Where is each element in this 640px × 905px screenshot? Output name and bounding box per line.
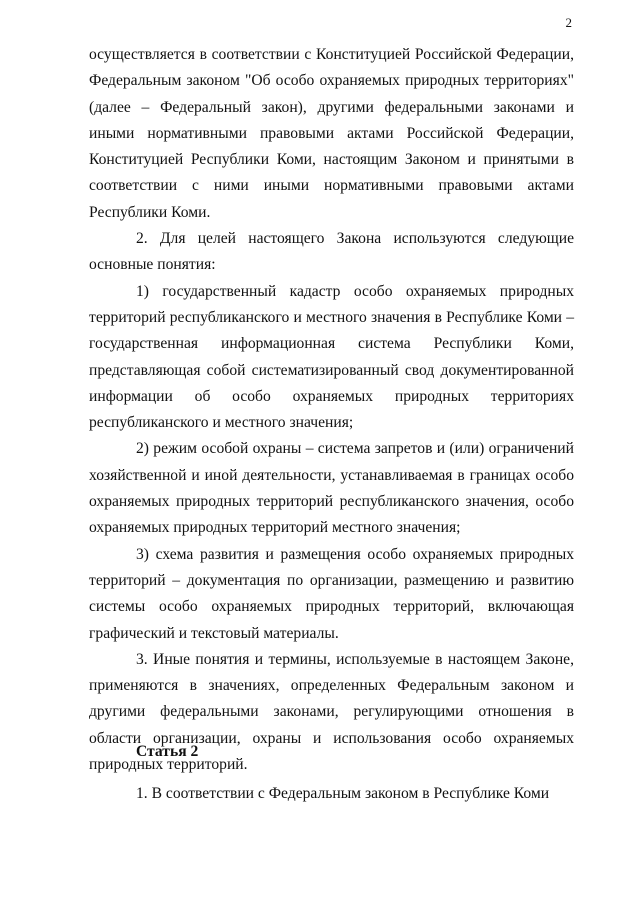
page-number: 2 [565, 15, 572, 30]
article-heading: Статья 2 [136, 743, 199, 760]
article-first-line: 1. В соответствии с Федеральным законом в Республике Коми [136, 785, 550, 802]
paragraph-definition-2: 2) режим особой охраны – система запретов и (или) ограничений хозяйственной и иной деятельности, устанавливаемая в границах особо охраняемых природных территорий республиканского значения, особо охраняемых природных территорий местного значения; [89, 440, 574, 537]
paragraph-definition-3: 3) схема развития и размещения особо охраняемых природных территорий – документация по организации, размещению и развитию системы особо охраняемых природных территорий, включающая графический и текстовый материалы. [89, 545, 574, 642]
paragraph-other-terms: 3. Иные понятия и термины, используемые в настоящем Законе, применяются в значениях, определенных Федеральным законом и другими федеральными законами, регулирующими отношения в области организации, охраны и использования особо охраняемых природных территорий. [89, 650, 574, 774]
document-body [89, 42, 574, 778]
paragraph-continuation: осуществляется в соответствии с Конституцией Российской Федерации, Федеральным законом "Об особо охраняемых природных территориях" (далее – Федеральный закон), другими федеральными законами и иными нормативными правовыми актами Российской Федерации, Конституцией Республики Коми, настоящим Законом и принятыми в соответствии с ними иными нормативными правовыми актами Республики Коми. [89, 46, 574, 221]
paragraph-definitions-intro: 2. Для целей настоящего Закона используются следующие основные понятия: [89, 230, 574, 274]
article-body [89, 781, 574, 807]
paragraph-definition-1: 1) государственный кадастр особо охраняемых природных территорий республиканского и местного значения в Республике Коми – государственная информационная система Республики Коми, представляющая собой систематизированный свод документированной информации об особо охраняемых природных территориях республиканского и местного значения; [89, 282, 574, 432]
